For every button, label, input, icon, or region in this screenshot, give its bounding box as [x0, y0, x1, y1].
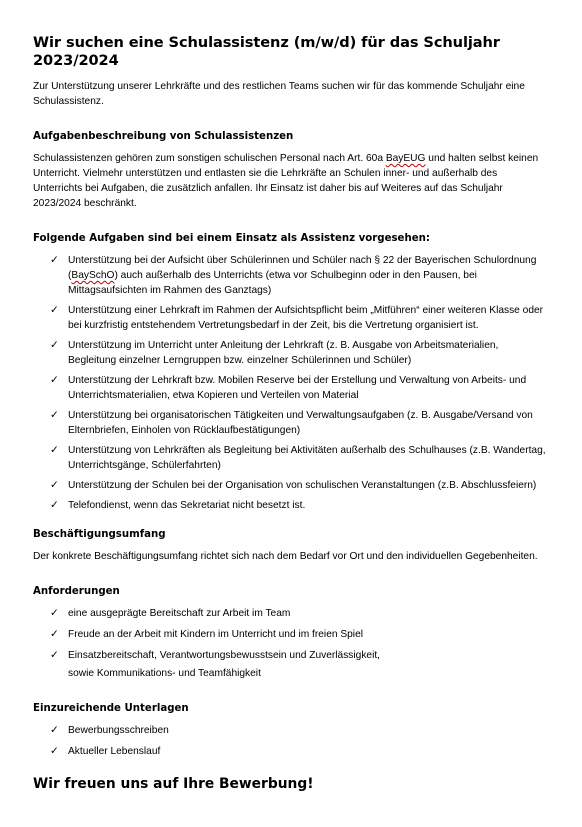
checkmark-icon: ✓	[50, 254, 59, 266]
checkmark-icon: ✓	[50, 479, 59, 491]
list-item	[33, 478, 548, 493]
document-text: Aktueller Lebenslauf	[68, 746, 161, 757]
documents-heading: Einzureichende Unterlagen	[33, 703, 189, 714]
description-text-start: Schulassistenzen gehören zum sonstigen schulischen Personal nach Art. 60a	[33, 153, 386, 164]
list-item	[33, 443, 548, 473]
requirements-list	[33, 606, 548, 663]
flagged-word-bayeug: BayEUG	[385, 153, 426, 164]
task-text: Unterstützung von Lehrkräften als Begleitung bei Aktivitäten außerhalb des Schulhauses (z.B. Wandertag, Unterrichtsgänge, Schülerfahrten)	[68, 445, 546, 471]
list-item	[33, 253, 548, 298]
task-text: Unterstützung im Unterricht unter Anleitung der Lehrkraft (z. B. Ausgabe von Arbeitsmaterialien, Begleitung einzelner Lerngruppen bzw. einzelner Schülerinnen und Schüler)	[68, 340, 499, 366]
closing-line: Wir freuen uns auf Ihre Bewerbung!	[33, 776, 314, 792]
checkmark-icon: ✓	[50, 499, 59, 511]
checkmark-icon: ✓	[50, 409, 59, 421]
task-text: Unterstützung einer Lehrkraft im Rahmen der Aufsichtspflicht beim „Mitführen“ einer weiteren Klasse oder bei kurzfristig entstehendem Vertretungsbedarf in der Zeit, bis die Vertretung organisiert ist.	[68, 305, 544, 331]
document-page	[33, 34, 548, 793]
checkmark-icon: ✓	[50, 607, 59, 619]
list-item	[33, 338, 548, 368]
task-text: Unterstützung der Lehrkraft bzw. Mobilen Reserve bei der Erstellung und Verwaltung von Arbeits- und Unterrichtsmaterialien, etwa Kopieren und Verteilen von Material	[68, 375, 527, 401]
checkmark-icon: ✓	[50, 304, 59, 316]
documents-list	[33, 723, 548, 759]
list-item	[33, 498, 548, 513]
tasks-list	[33, 253, 548, 513]
intro-paragraph: Zur Unterstützung unserer Lehrkräfte und des restlichen Teams suchen wir für das kommende Schuljahr eine Schulassistenz.	[33, 81, 525, 107]
checkmark-icon: ✓	[50, 628, 59, 640]
description-heading: Aufgabenbeschreibung von Schulassistenzen	[33, 131, 294, 142]
list-item	[33, 723, 548, 738]
checkmark-icon: ✓	[50, 745, 59, 757]
checkmark-icon: ✓	[50, 724, 59, 736]
task-text-end: ) auch außerhalb des Unterrichts (etwa vor Schulbeginn oder in den Pausen, bei Mittagsaufsichten im Rahmen des Ganztags)	[68, 270, 477, 296]
checkmark-icon: ✓	[50, 444, 59, 456]
requirement-text: eine ausgeprägte Bereitschaft zur Arbeit im Team	[68, 608, 291, 619]
document-text: Bewerbungsschreiben	[68, 725, 169, 736]
requirement-text: Freude an der Arbeit mit Kindern im Unterricht und im freien Spiel	[68, 629, 364, 640]
tasks-heading: Folgende Aufgaben sind bei einem Einsatz als Assistenz vorgesehen:	[33, 233, 430, 244]
scope-heading: Beschäftigungsumfang	[33, 529, 166, 540]
task-text: Unterstützung bei organisatorischen Tätigkeiten und Verwaltungsaufgaben (z. B. Ausgabe/Versand von Elternbriefen, Einholen von Rücklaufbestätigungen)	[68, 410, 533, 436]
flagged-word-bayscho: BaySchO	[71, 270, 115, 281]
checkmark-icon: ✓	[50, 374, 59, 386]
list-item	[33, 744, 548, 759]
requirement-continuation: sowie Kommunikations- und Teamfähigkeit	[68, 668, 261, 679]
task-text: Unterstützung der Schulen bei der Organisation von schulischen Veranstaltungen (z.B. Abschlussfeiern)	[68, 480, 537, 491]
list-item	[33, 373, 548, 403]
requirement-text: Einsatzbereitschaft, Verantwortungsbewusstsein und Zuverlässigkeit,	[68, 650, 381, 661]
list-item	[33, 627, 548, 642]
page-title: Wir suchen eine Schulassistenz (m/w/d) für das Schuljahr 2023/2024	[33, 34, 500, 69]
task-text-start: Unterstützung bei der Aufsicht über Schülerinnen und Schüler nach § 22 der Bayerischen Schulordnung (	[68, 255, 537, 281]
description-paragraph	[33, 151, 548, 211]
list-item	[33, 606, 548, 621]
list-item	[33, 408, 548, 438]
description-text-end: und halten selbst keinen Unterricht. Vielmehr unterstützen und entlasten sie die Lehrkräfte an Schulen inner- und außerhalb des Unterrichts bei Aufgaben, die zusätzlich anfallen. Ihr Einsatz ist daher bis auf Weiteres auf das Schuljahr 2023/2024 beschränkt.	[33, 153, 539, 209]
checkmark-icon: ✓	[50, 649, 59, 661]
task-text: Telefondienst, wenn das Sekretariat nicht besetzt ist.	[68, 500, 306, 511]
requirements-heading: Anforderungen	[33, 586, 120, 597]
scope-paragraph: Der konkrete Beschäftigungsumfang richtet sich nach dem Bedarf vor Ort und den individuellen Gegebenheiten.	[33, 551, 538, 562]
list-item	[33, 648, 548, 663]
checkmark-icon: ✓	[50, 339, 59, 351]
list-item	[33, 303, 548, 333]
